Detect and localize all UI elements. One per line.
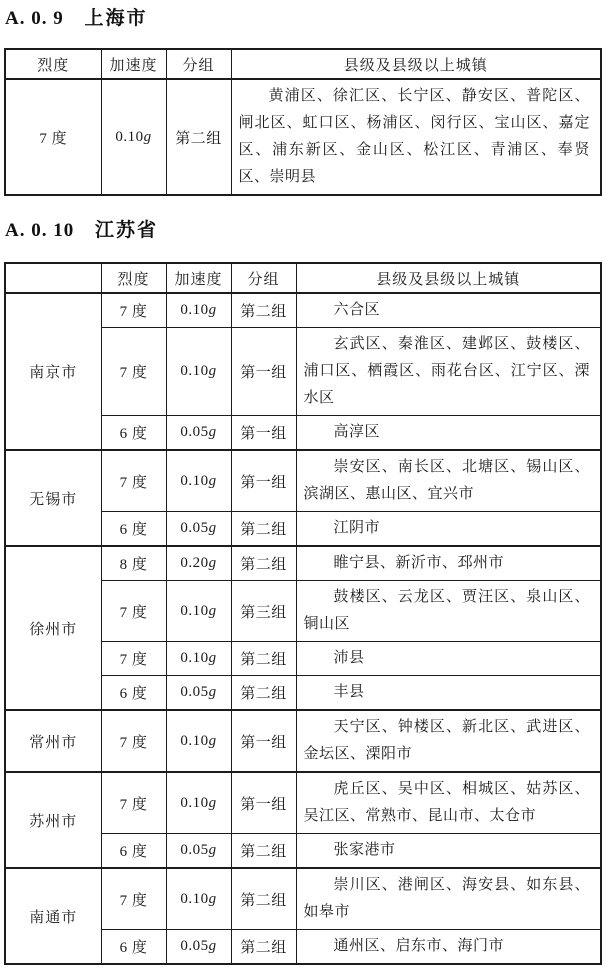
acceleration-cell: 0.10g xyxy=(166,293,231,328)
column-header: 加速度 xyxy=(101,49,166,79)
header-row xyxy=(5,49,601,79)
section-heading-shanghai xyxy=(5,7,601,30)
regions-cell: 黄浦区、徐汇区、长宁区、静安区、普陀区、闸北区、虹口区、杨浦区、闵行区、宝山区、嘉定区、浦东新区、金山区、松江区、青浦区、奉贤区、崇明县 xyxy=(231,79,601,195)
group-cell: 第二组 xyxy=(231,642,296,676)
acceleration-cell: 0.10g xyxy=(166,581,231,642)
acceleration-cell: 0.10g xyxy=(101,79,166,195)
acceleration-cell: 0.10g xyxy=(166,868,231,930)
clause-number: A. 0. 9 xyxy=(5,8,64,29)
column-header: 县级及县级以上城镇 xyxy=(231,49,601,79)
intensity-cell: 6 度 xyxy=(101,930,166,965)
acceleration-cell: 0.10g xyxy=(166,328,231,416)
table-row xyxy=(5,293,601,328)
acceleration-cell: 0.05g xyxy=(166,416,231,451)
acceleration-cell: 0.10g xyxy=(166,772,231,834)
regions-cell: 高淳区 xyxy=(296,416,601,451)
acceleration-cell: 0.05g xyxy=(166,930,231,965)
regions-cell: 崇安区、南长区、北塘区、锡山区、滨湖区、惠山区、宜兴市 xyxy=(296,450,601,512)
table-row xyxy=(5,79,601,195)
acceleration-cell: 0.05g xyxy=(166,834,231,869)
intensity-cell: 6 度 xyxy=(101,416,166,451)
city-cell: 苏州市 xyxy=(5,772,101,868)
seismic-table-jiangsu xyxy=(4,262,602,965)
intensity-cell: 6 度 xyxy=(101,512,166,547)
column-header: 加速度 xyxy=(166,263,231,293)
intensity-cell: 7 度 xyxy=(5,79,101,195)
group-cell: 第一组 xyxy=(231,772,296,834)
column-header: 分组 xyxy=(231,263,296,293)
table-row xyxy=(5,546,601,581)
column-header: 烈度 xyxy=(101,263,166,293)
regions-cell: 睢宁县、新沂市、邳州市 xyxy=(296,546,601,581)
regions-cell: 通州区、启东市、海门市 xyxy=(296,930,601,965)
section-a-0-10 xyxy=(4,219,601,965)
column-header: 分组 xyxy=(166,49,231,79)
group-cell: 第一组 xyxy=(231,416,296,451)
group-cell: 第二组 xyxy=(231,834,296,869)
header-row xyxy=(5,263,601,293)
section-heading-jiangsu xyxy=(5,219,601,242)
group-cell: 第一组 xyxy=(231,710,296,772)
intensity-cell: 7 度 xyxy=(101,868,166,930)
group-cell: 第二组 xyxy=(231,868,296,930)
table-row xyxy=(5,450,601,512)
intensity-cell: 8 度 xyxy=(101,546,166,581)
regions-cell: 虎丘区、吴中区、相城区、姑苏区、吴江区、常熟市、昆山市、太仓市 xyxy=(296,772,601,834)
intensity-cell: 7 度 xyxy=(101,450,166,512)
acceleration-cell: 0.10g xyxy=(166,450,231,512)
table-row xyxy=(5,772,601,834)
intensity-cell: 7 度 xyxy=(101,642,166,676)
group-cell: 第二组 xyxy=(231,293,296,328)
group-cell: 第二组 xyxy=(231,512,296,547)
intensity-cell: 6 度 xyxy=(101,676,166,711)
regions-cell: 鼓楼区、云龙区、贾汪区、泉山区、铜山区 xyxy=(296,581,601,642)
intensity-cell: 7 度 xyxy=(101,710,166,772)
city-cell: 徐州市 xyxy=(5,546,101,710)
intensity-cell: 7 度 xyxy=(101,772,166,834)
group-cell: 第一组 xyxy=(231,450,296,512)
intensity-cell: 6 度 xyxy=(101,834,166,869)
clause-number: A. 0. 10 xyxy=(5,220,75,241)
acceleration-cell: 0.05g xyxy=(166,676,231,711)
regions-cell: 江阴市 xyxy=(296,512,601,547)
column-header: 县级及县级以上城镇 xyxy=(296,263,601,293)
city-cell: 常州市 xyxy=(5,710,101,772)
regions-cell: 玄武区、秦淮区、建邺区、鼓楼区、浦口区、栖霞区、雨花台区、江宁区、溧水区 xyxy=(296,328,601,416)
table-row xyxy=(5,868,601,930)
column-header: 烈度 xyxy=(5,49,101,79)
group-cell: 第一组 xyxy=(231,328,296,416)
province-name: 江苏省 xyxy=(94,220,158,241)
group-cell: 第二组 xyxy=(231,930,296,965)
acceleration-cell: 0.10g xyxy=(166,642,231,676)
regions-cell: 崇川区、港闸区、海安县、如东县、如皋市 xyxy=(296,868,601,930)
city-cell: 南京市 xyxy=(5,293,101,450)
city-cell: 无锡市 xyxy=(5,450,101,546)
group-cell: 第二组 xyxy=(231,676,296,711)
group-cell: 第三组 xyxy=(231,581,296,642)
regions-cell: 张家港市 xyxy=(296,834,601,869)
acceleration-cell: 0.10g xyxy=(166,710,231,772)
intensity-cell: 7 度 xyxy=(101,328,166,416)
acceleration-cell: 0.20g xyxy=(166,546,231,581)
city-column-header xyxy=(5,263,101,293)
acceleration-cell: 0.05g xyxy=(166,512,231,547)
intensity-cell: 7 度 xyxy=(101,293,166,328)
group-cell: 第二组 xyxy=(166,79,231,195)
regions-cell: 天宁区、钟楼区、新北区、武进区、金坛区、溧阳市 xyxy=(296,710,601,772)
regions-cell: 沛县 xyxy=(296,642,601,676)
table-row xyxy=(5,710,601,772)
intensity-cell: 7 度 xyxy=(101,581,166,642)
regions-cell: 六合区 xyxy=(296,293,601,328)
group-cell: 第二组 xyxy=(231,546,296,581)
city-cell: 南通市 xyxy=(5,868,101,964)
regions-cell: 丰县 xyxy=(296,676,601,711)
seismic-table-shanghai xyxy=(4,48,602,196)
province-name: 上海市 xyxy=(84,8,148,29)
section-a-0-9 xyxy=(4,7,601,196)
